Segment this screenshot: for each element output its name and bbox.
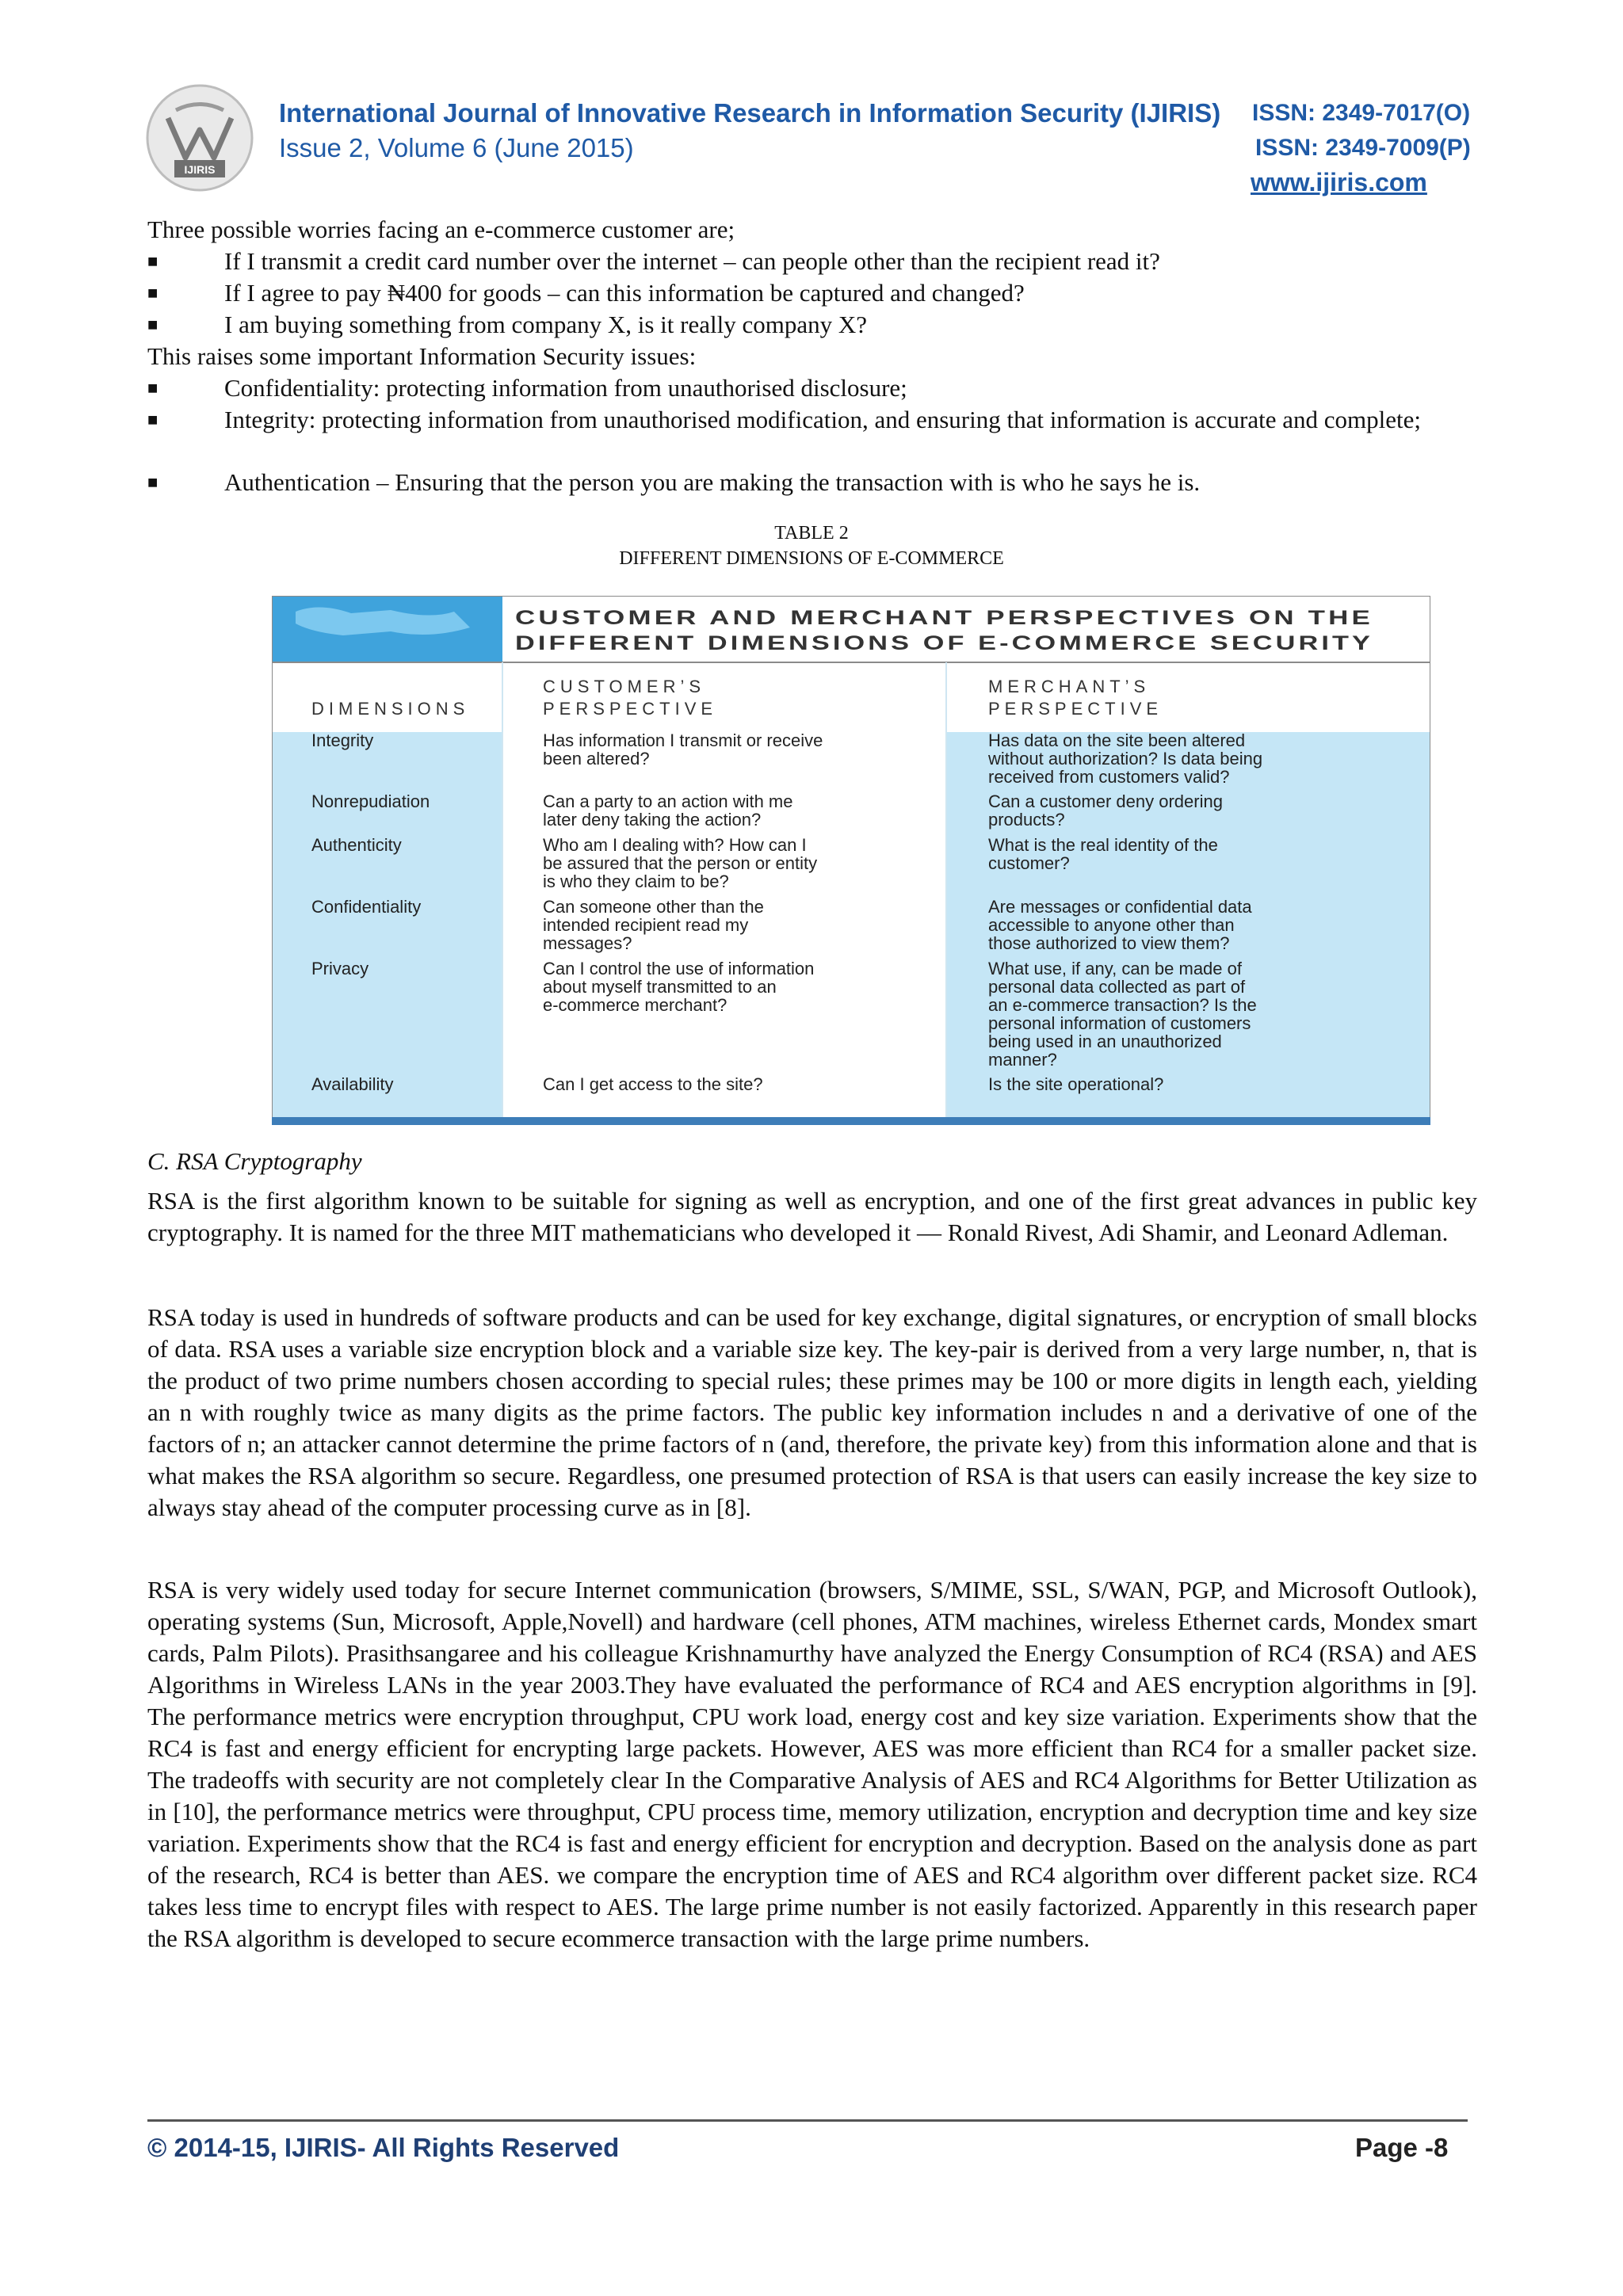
list-item (0, 372, 1623, 404)
row-customer-line: Can someone other than the (543, 897, 764, 917)
row-customer-line: Can a party to an action with me (543, 791, 793, 811)
paragraph-rsa-performance: RSA is very widely used today for secure Internet communication (browsers, S/MIME, SSL, S/WAN, PGP, and Microsoft Outlook), operating systems (Sun, Microsoft, Apple,Novell) and hardware (cell phones, ATM machines, wireless Ethernet cards, Mondex smart cards, Palm Pilots). Prasithsangaree and his colleague Krishnamurthy have analyzed the Energy Consumption of RC4 (RSA) and AES Algorithms in Wireless LANs in the year 2003.They have evaluated the performance of RC4 and AES encryption algorithms in [9]. The performance metrics were encryption throughput, CPU work load, energy cost and key size variation. Experiments show that the RC4 is fast and energy efficient for encrypting large packets. However, AES was more efficient than RC4 for a smaller packet size. The tradeoffs with security are not completely clear In the Comparative Analysis of AES and RC4 Algorithms for Better Utilization as in [10], the performance metrics were throughput, CPU process time, memory utilization, encryption and decryption time and key size variation. Experiments show that the RC4 is fast and energy efficient for encryption and decryption. Based on the analysis done as part of the research, RC4 is better than AES. we compare the encryption time of AES and RC4 algorithm over different packet size. RC4 takes less time to encrypt files with respect to AES. The large prime number is not easily factorized. Apparently in this research paper the RSA algorithm is developed to secure ecommerce transaction with the large prime numbers. (147, 1576, 1477, 1952)
row-merchant-line: Are messages or confidential data (988, 897, 1252, 917)
row-customer-line: been altered? (543, 749, 650, 769)
row-merchant-line: products? (988, 810, 1065, 830)
bullet-icon: ■ (147, 378, 158, 398)
row-dimension: Confidentiality (311, 897, 422, 917)
row-customer-line: later deny taking the action? (543, 810, 762, 830)
list-item-text: If I transmit a credit card number over the internet – can people other than the recipient read it? (224, 247, 1160, 275)
dimensions-column-bg (273, 732, 502, 1117)
journal-logo (144, 82, 255, 193)
bullet-icon: ■ (147, 251, 158, 271)
row-merchant-line: manner? (988, 1050, 1057, 1070)
table-bottom-bar (272, 1117, 1430, 1125)
banner-line-1: CUSTOMER AND MERCHANT PERSPECTIVES ON THE (515, 607, 1373, 629)
row-customer-line: Who am I dealing with? How can I (543, 835, 807, 855)
row-merchant-line: being used in an unauthorized (988, 1032, 1222, 1051)
bullet-icon: ■ (147, 472, 158, 492)
list-item-text: Authentication – Ensuring that the person you are making the transaction with is who he says he is. (224, 468, 1201, 496)
paragraph-rsa-intro: RSA is the first algorithm known to be suitable for signing as well as encryption, and one of the first great advances in public key cryptography. It is named for the three MIT mathematicians who developed it — Ronald Rivest, Adi Shamir, and Leonard Adleman. (147, 1187, 1477, 1246)
list-item (0, 277, 1623, 309)
copyright: © 2014-15, IJIRIS- All Rights Reserved (147, 2133, 620, 2162)
row-dimension: Availability (311, 1074, 394, 1094)
row-customer-line: e-commerce merchant? (543, 995, 727, 1015)
issn-online: ISSN: 2349-7017(O) (1252, 100, 1471, 126)
row-merchant-line: Is the site operational? (988, 1074, 1164, 1094)
journal-title: International Journal of Innovative Research in Information Security (IJIRIS) (279, 98, 1221, 128)
table-label: TABLE 2 (774, 523, 849, 543)
issues-lead: This raises some important Information Security issues: (147, 342, 697, 370)
row-merchant-line: customer? (988, 853, 1070, 873)
paragraph-rsa-usage: RSA today is used in hundreds of software products and can be used for key exchange, digital signatures, or encryption of small blocks of data. RSA uses a variable size encryption block and a variable size key. The key-pair is derived from a very large number, n, that is the product of two prime numbers chosen according to special rules; these primes may be 100 or more digits in length each, yielding an n with roughly twice as many digits as the prime factors. The public key information includes n and a derivative of one of the factors of n; an attacker cannot determine the prime factors of n (and, therefore, the private key) from this information alone and that is what makes the RSA algorithm so secure. Regardless, one presumed protection of RSA is that users can easily increase the key size to always stay ahead of the computer processing curve as in [8]. (147, 1303, 1477, 1521)
row-customer-line: Has information I transmit or receive (543, 730, 823, 750)
row-dimension: Privacy (311, 959, 369, 978)
col-dimensions: DIMENSIONS (311, 699, 470, 719)
logo-text: IJIRIS (184, 163, 216, 176)
col-customer-2: PERSPECTIVE (543, 699, 718, 719)
row-customer-line: messages? (543, 933, 632, 953)
row-customer-line: be assured that the person or entity (543, 853, 818, 873)
list-item-text: I am buying something from company X, is it really company X? (224, 311, 867, 338)
row-merchant-line: without authorization? Is data being (988, 749, 1263, 769)
bullet-icon: ■ (147, 315, 158, 334)
row-merchant-line: an e-commerce transaction? Is the (988, 995, 1257, 1015)
ecommerce-security-table (272, 596, 1430, 1125)
list-item-text: If I agree to pay ₦400 for goods – can this information be captured and changed? (224, 279, 1025, 307)
bullet-icon: ■ (147, 410, 158, 429)
col-customer-1: CUSTOMER’S (543, 677, 706, 696)
col-merchant-2: PERSPECTIVE (988, 699, 1163, 719)
bullet-icon: ■ (147, 283, 158, 303)
issn-print: ISSN: 2349-7009(P) (1255, 135, 1471, 161)
row-merchant-line: What is the real identity of the (988, 835, 1218, 855)
row-customer-line: Can I get access to the site? (543, 1074, 763, 1094)
row-merchant-line: accessible to anyone other than (988, 915, 1235, 935)
row-customer-line: about myself transmitted to an (543, 977, 777, 997)
list-item (0, 404, 1623, 467)
row-dimension: Nonrepudiation (311, 791, 430, 811)
row-merchant-line: What use, if any, can be made of (988, 959, 1242, 978)
row-merchant-line: Can a customer deny ordering (988, 791, 1223, 811)
list-item (0, 246, 1623, 277)
list-item (0, 467, 1623, 498)
footer-rule (147, 2119, 1468, 2122)
page-number: Page -8 (1355, 2133, 1449, 2162)
col-merchant-1: MERCHANT’S (988, 677, 1151, 696)
row-merchant-line: those authorized to view them? (988, 933, 1230, 953)
list-item (0, 309, 1623, 341)
row-merchant-line: personal information of customers (988, 1013, 1251, 1033)
row-merchant-line: Has data on the site been altered (988, 730, 1246, 750)
worries-lead: Three possible worries facing an e-commerce customer are; (147, 215, 735, 243)
table-title: DIFFERENT DIMENSIONS OF E-COMMERCE (619, 548, 1004, 569)
banner-line-2: DIFFERENT DIMENSIONS OF E-COMMERCE SECURITY (515, 632, 1373, 654)
row-customer-line: Can I control the use of information (543, 959, 815, 978)
row-dimension: Integrity (311, 730, 374, 750)
row-merchant-line: received from customers valid? (988, 767, 1230, 787)
issue-line: Issue 2, Volume 6 (June 2015) (279, 133, 634, 162)
list-item-text: Integrity: protecting information from unauthorised modification, and ensuring that information is accurate and complete; (224, 406, 1421, 433)
row-dimension: Authenticity (311, 835, 402, 855)
website-link[interactable]: www.ijiris.com (1251, 168, 1427, 196)
section-heading: C. RSA Cryptography (147, 1147, 362, 1175)
row-customer-line: is who they claim to be? (543, 871, 729, 891)
row-customer-line: intended recipient read my (543, 915, 749, 935)
list-item-text: Confidentiality: protecting information from unauthorised disclosure; (224, 374, 907, 402)
row-merchant-line: personal data collected as part of (988, 977, 1246, 997)
